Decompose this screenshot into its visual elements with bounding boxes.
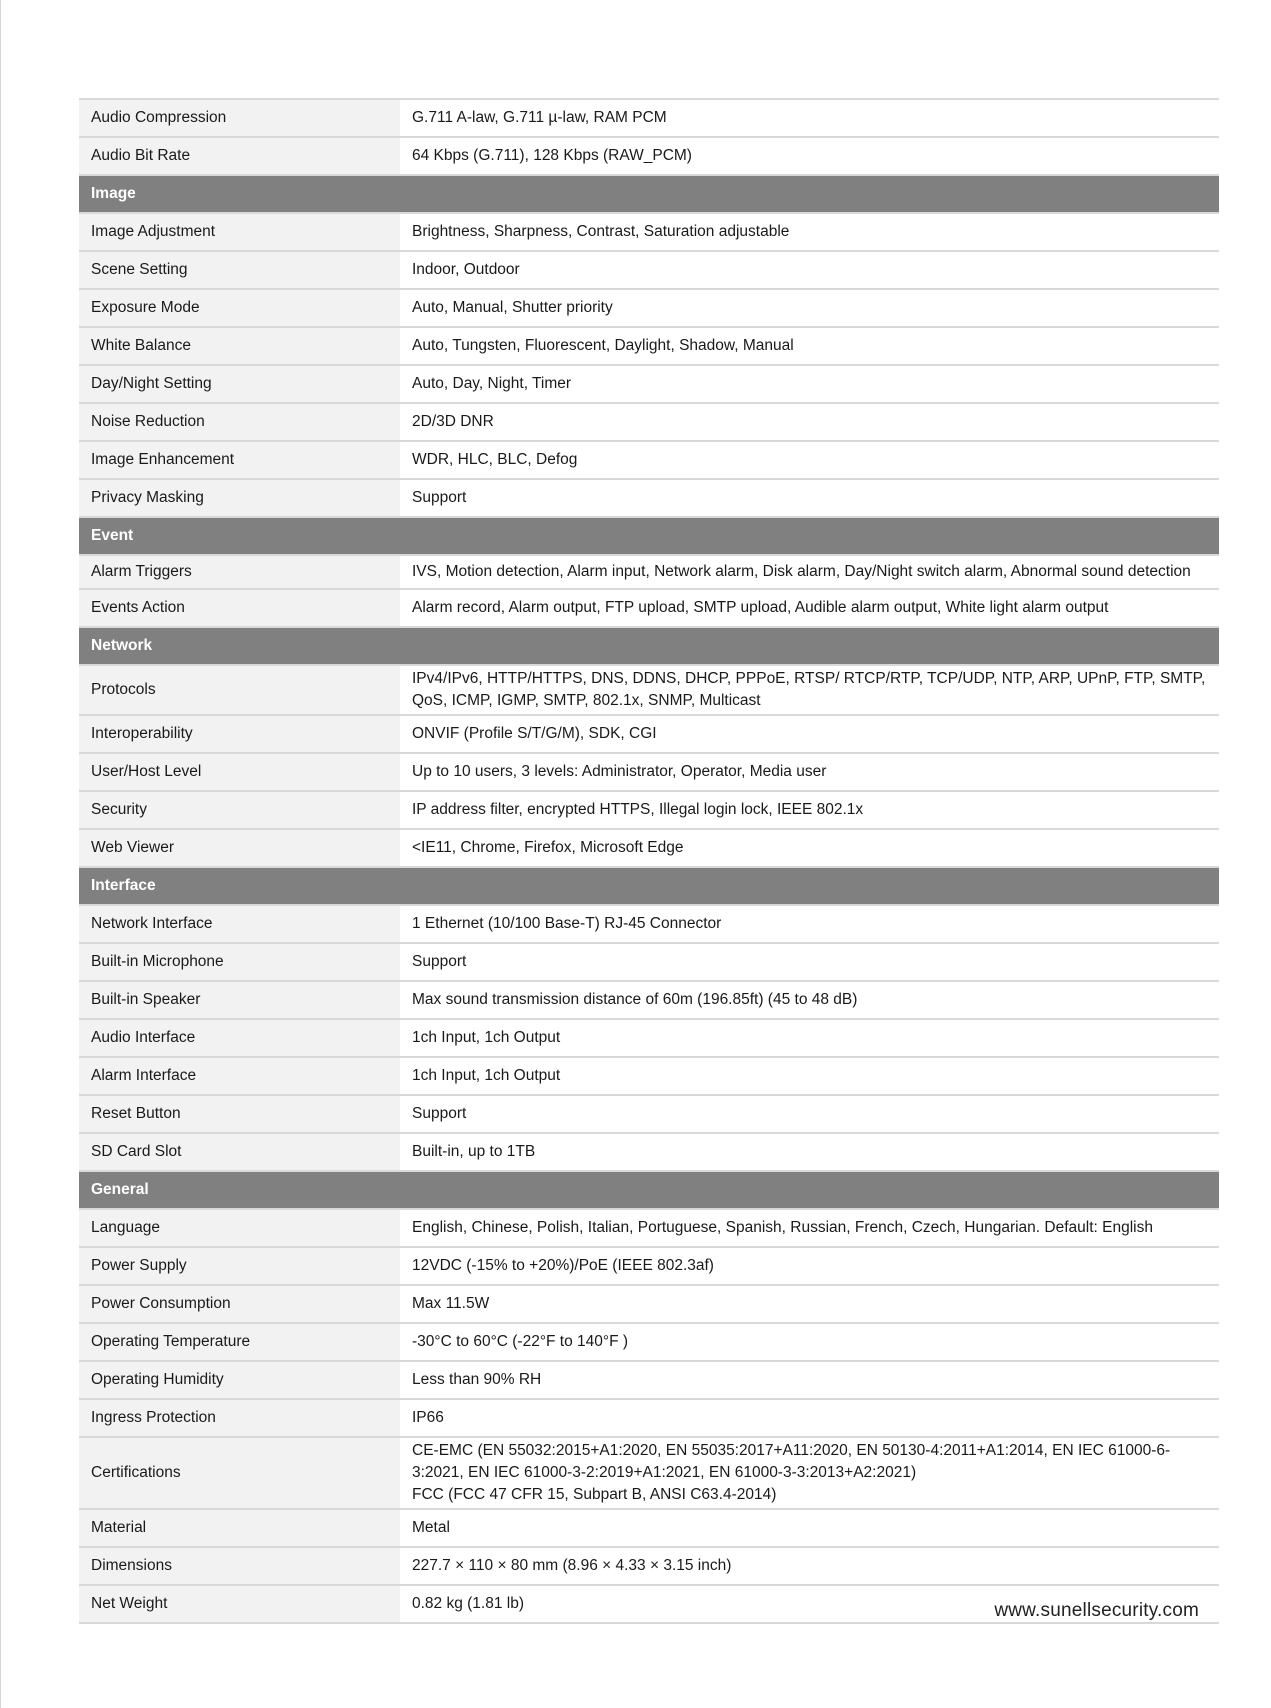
spec-label: Audio Compression — [79, 99, 400, 137]
spec-label: White Balance — [79, 327, 400, 365]
spec-row — [79, 981, 1219, 1019]
spec-label: Alarm Triggers — [79, 555, 400, 589]
spec-label: Interoperability — [79, 715, 400, 753]
spec-row — [79, 1399, 1219, 1437]
spec-label: User/Host Level — [79, 753, 400, 791]
spec-label: Certifications — [79, 1437, 400, 1509]
spec-label: Security — [79, 791, 400, 829]
spec-label: Protocols — [79, 665, 400, 715]
spec-label: Dimensions — [79, 1547, 400, 1585]
spec-value: 2D/3D DNR — [400, 403, 1219, 441]
spec-row — [79, 1209, 1219, 1247]
spec-row — [79, 99, 1219, 137]
footer-website-url: www.sunellsecurity.com — [994, 1600, 1199, 1621]
section-title: Event — [79, 517, 1219, 555]
spec-value: 227.7 × 110 × 80 mm (8.96 × 4.33 × 3.15 inch) — [400, 1547, 1219, 1585]
spec-label: Material — [79, 1509, 400, 1547]
page-edge-line — [0, 0, 1, 1708]
section-header-image — [79, 175, 1219, 213]
spec-row — [79, 441, 1219, 479]
spec-row — [79, 137, 1219, 175]
spec-label: Ingress Protection — [79, 1399, 400, 1437]
spec-row — [79, 213, 1219, 251]
spec-row — [79, 715, 1219, 753]
spec-value: Support — [400, 479, 1219, 517]
spec-label: Web Viewer — [79, 829, 400, 867]
spec-row — [79, 289, 1219, 327]
spec-value: 12VDC (-15% to +20%)/PoE (IEEE 802.3af) — [400, 1247, 1219, 1285]
spec-value: Auto, Tungsten, Fluorescent, Daylight, Shadow, Manual — [400, 327, 1219, 365]
spec-value: IVS, Motion detection, Alarm input, Network alarm, Disk alarm, Day/Night switch alarm, Abnormal sound detection — [400, 555, 1219, 589]
spec-value: IPv4/IPv6, HTTP/HTTPS, DNS, DDNS, DHCP, PPPoE, RTSP/ RTCP/RTP, TCP/UDP, NTP, ARP, UPnP, FTP, SMTP, QoS, ICMP, IGMP, SMTP, 802.1x, SNMP, Multicast — [400, 665, 1219, 715]
section-title: Interface — [79, 867, 1219, 905]
spec-value: CE-EMC (EN 55032:2015+A1:2020, EN 55035:2017+A11:2020, EN 50130-4:2011+A1:2014, EN IEC 61000-6-3:2021, EN IEC 61000-3-2:2019+A1:2021, EN 61000-3-3:2013+A2:2021) FCC (FCC 47 CFR 15, Subpart B, ANSI C63.4-2014) — [400, 1437, 1219, 1509]
spec-label: Scene Setting — [79, 251, 400, 289]
spec-row — [79, 555, 1219, 589]
spec-value: ONVIF (Profile S/T/G/M), SDK, CGI — [400, 715, 1219, 753]
spec-row — [79, 589, 1219, 627]
spec-value: Max sound transmission distance of 60m (196.85ft) (45 to 48 dB) — [400, 981, 1219, 1019]
spec-label: Reset Button — [79, 1095, 400, 1133]
spec-row — [79, 1285, 1219, 1323]
spec-label: Built-in Microphone — [79, 943, 400, 981]
spec-label: Power Supply — [79, 1247, 400, 1285]
section-header-interface — [79, 867, 1219, 905]
spec-row — [79, 905, 1219, 943]
spec-value: IP address filter, encrypted HTTPS, Illegal login lock, IEEE 802.1x — [400, 791, 1219, 829]
spec-value: Alarm record, Alarm output, FTP upload, SMTP upload, Audible alarm output, White light alarm output — [400, 589, 1219, 627]
spec-value: 0.82 kg (1.81 lb) — [400, 1585, 1219, 1623]
spec-label: Network Interface — [79, 905, 400, 943]
spec-row — [79, 1133, 1219, 1171]
spec-value: WDR, HLC, BLC, Defog — [400, 441, 1219, 479]
spec-value: Support — [400, 943, 1219, 981]
spec-row — [79, 1509, 1219, 1547]
section-header-general — [79, 1171, 1219, 1209]
spec-value: 1ch Input, 1ch Output — [400, 1019, 1219, 1057]
spec-row — [79, 829, 1219, 867]
spec-value: 64 Kbps (G.711), 128 Kbps (RAW_PCM) — [400, 137, 1219, 175]
spec-label: SD Card Slot — [79, 1133, 400, 1171]
spec-row — [79, 327, 1219, 365]
spec-value: Support — [400, 1095, 1219, 1133]
spec-label: Audio Interface — [79, 1019, 400, 1057]
spec-row — [79, 791, 1219, 829]
spec-label: Events Action — [79, 589, 400, 627]
spec-row — [79, 1247, 1219, 1285]
spec-row — [79, 251, 1219, 289]
spec-value: Built-in, up to 1TB — [400, 1133, 1219, 1171]
spec-label: Day/Night Setting — [79, 365, 400, 403]
spec-row — [79, 365, 1219, 403]
spec-label: Operating Humidity — [79, 1361, 400, 1399]
spec-table-body — [79, 99, 1219, 1623]
spec-value: Less than 90% RH — [400, 1361, 1219, 1399]
spec-value: Max 11.5W — [400, 1285, 1219, 1323]
section-title: Image — [79, 175, 1219, 213]
spec-value: Indoor, Outdoor — [400, 251, 1219, 289]
spec-label: Privacy Masking — [79, 479, 400, 517]
spec-row — [79, 403, 1219, 441]
spec-row — [79, 1019, 1219, 1057]
section-title: General — [79, 1171, 1219, 1209]
spec-label: Built-in Speaker — [79, 981, 400, 1019]
spec-row — [79, 753, 1219, 791]
spec-label: Noise Reduction — [79, 403, 400, 441]
spec-value: Brightness, Sharpness, Contrast, Saturation adjustable — [400, 213, 1219, 251]
spec-label: Image Adjustment — [79, 213, 400, 251]
spec-value: English, Chinese, Polish, Italian, Portuguese, Spanish, Russian, French, Czech, Hungarian. Default: English — [400, 1209, 1219, 1247]
spec-row — [79, 1361, 1219, 1399]
spec-label: Image Enhancement — [79, 441, 400, 479]
spec-row — [79, 1057, 1219, 1095]
section-title: Network — [79, 627, 1219, 665]
spec-value: Auto, Day, Night, Timer — [400, 365, 1219, 403]
section-header-network — [79, 627, 1219, 665]
spec-row — [79, 1323, 1219, 1361]
spec-value: -30°C to 60°C (-22°F to 140°F ) — [400, 1323, 1219, 1361]
spec-label: Alarm Interface — [79, 1057, 400, 1095]
spec-value: IP66 — [400, 1399, 1219, 1437]
spec-row — [79, 479, 1219, 517]
spec-row — [79, 1437, 1219, 1509]
spec-value: 1ch Input, 1ch Output — [400, 1057, 1219, 1095]
spec-label: Net Weight — [79, 1585, 400, 1623]
spec-table — [79, 98, 1219, 1624]
spec-value: Metal — [400, 1509, 1219, 1547]
spec-row — [79, 943, 1219, 981]
spec-value: Auto, Manual, Shutter priority — [400, 289, 1219, 327]
spec-row — [79, 1095, 1219, 1133]
spec-label: Power Consumption — [79, 1285, 400, 1323]
spec-label: Operating Temperature — [79, 1323, 400, 1361]
spec-value: Up to 10 users, 3 levels: Administrator, Operator, Media user — [400, 753, 1219, 791]
spec-label: Language — [79, 1209, 400, 1247]
spec-label: Exposure Mode — [79, 289, 400, 327]
section-header-event — [79, 517, 1219, 555]
spec-row — [79, 665, 1219, 715]
spec-label: Audio Bit Rate — [79, 137, 400, 175]
spec-value: 1 Ethernet (10/100 Base-T) RJ-45 Connector — [400, 905, 1219, 943]
spec-value: <IE11, Chrome, Firefox, Microsoft Edge — [400, 829, 1219, 867]
spec-value: G.711 A-law, G.711 µ-law, RAM PCM — [400, 99, 1219, 137]
spec-row — [79, 1547, 1219, 1585]
